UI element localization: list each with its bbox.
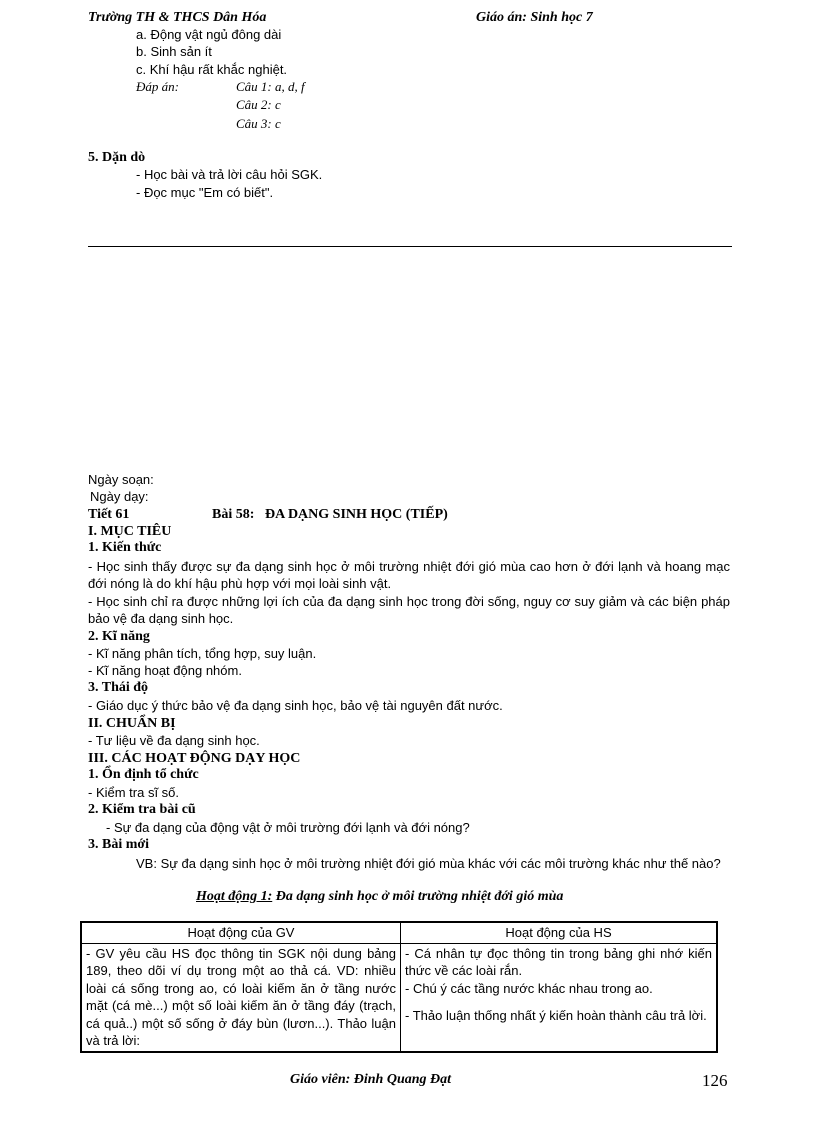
answer-2: Câu 2: c	[236, 97, 281, 112]
table-header-row	[81, 922, 717, 943]
page-number: 126	[702, 1071, 728, 1090]
skill-1: - Kĩ năng phân tích, tổng hợp, suy luận.	[88, 646, 317, 661]
lesson-number: Bài 58:	[212, 507, 255, 522]
heading-new-lesson: 3. Bài mới	[88, 837, 150, 852]
heading-review: 2. Kiểm tra bài cũ	[88, 802, 196, 817]
heading-organization: 1. Ổn định tổ chức	[88, 767, 199, 782]
section-divider	[88, 246, 732, 247]
section-objectives: I. MỤC TIÊU	[88, 524, 172, 539]
activity-heading	[196, 889, 563, 905]
col-student-header: Hoạt động của HS	[401, 922, 718, 943]
activity-label: Hoạt động 1:	[196, 889, 273, 904]
option-a: a. Động vật ngủ đông dài	[136, 27, 282, 42]
option-c: c. Khí hậu rất khắc nghiệt.	[136, 62, 288, 77]
teacher-footer: Giáo viên: Đinh Quang Đạt	[290, 1072, 452, 1087]
knowledge-1: - Học sinh thấy được sự đa dạng sinh học ở môi trường nhiệt đới gió mùa cao hơn ở đới lạnh và hoang mạc đới nóng là do khí hậu phù hợp với mọi loài sinh vật.	[88, 559, 730, 591]
section-preparation: II. CHUẨN BỊ	[88, 716, 176, 731]
homework-2: - Đọc mục "Em có biết".	[136, 185, 274, 200]
subject-header: Giáo án: Sinh học 7	[476, 10, 593, 25]
date-taught: Ngày dạy:	[90, 489, 149, 504]
table-row	[81, 943, 717, 1052]
student-activity-cell	[401, 943, 718, 1052]
date-prepared: Ngày soạn:	[88, 472, 154, 487]
organization-1: - Kiểm tra sĩ số.	[88, 785, 180, 800]
heading-skills: 2. Kĩ năng	[88, 629, 150, 644]
option-b: b. Sinh sản ít	[136, 44, 212, 59]
homework-title: 5. Dặn dò	[88, 150, 146, 165]
intro-paragraph: VB: Sự đa dạng sinh học ở môi trường nhiệt đới gió mùa khác với các môi trường khác như thế nào?	[136, 856, 721, 871]
activity-table	[80, 921, 718, 1053]
period-label: Tiết 61	[88, 507, 130, 522]
attitude-1: - Giáo dục ý thức bảo vệ đa dạng sinh học, bảo vệ tài nguyên đất nước.	[88, 698, 503, 713]
skill-2: - Kĩ năng hoạt động nhóm.	[88, 663, 242, 678]
lesson-title: ĐA DẠNG SINH HỌC (TIẾP)	[265, 507, 448, 522]
teacher-activity-cell	[81, 943, 401, 1052]
activity-title: Đa dạng sinh học ở môi trường nhiệt đới gió mùa	[275, 889, 564, 904]
preparation-1: - Tư liệu về đa dạng sinh học.	[88, 733, 260, 748]
col-teacher-header: Hoạt động của GV	[81, 922, 401, 943]
heading-attitude: 3. Thái độ	[88, 680, 149, 695]
student-activity-2: - Chú ý các tầng nước khác nhau trong ao.	[405, 980, 653, 996]
school-header: Trường TH & THCS Dân Hóa	[88, 10, 267, 25]
teacher-activity-text: - GV yêu cầu HS đọc thông tin SGK nội dung bảng 189, theo dõi ví dụ trong một ao thả cá. VD: nhiều loài cá sống trong ao, có loài kiếm ăn ở tầng nước mặt (cá mè...) một số loài kiếm ăn ở tầng đáy (trạch, cá quả..) một số sống ở đáy bùn (lươn...). Thảo luận và trả lời:	[86, 945, 396, 1048]
review-1: - Sự đa dạng của động vật ở môi trường đới lạnh và đới nóng?	[106, 820, 470, 835]
homework-1: - Học bài và trả lời câu hỏi SGK.	[136, 167, 323, 182]
student-activity-3: - Thảo luận thống nhất ý kiến hoàn thành câu trả lời.	[405, 1008, 707, 1023]
answer-label: Đáp án:	[136, 79, 179, 94]
answer-3: Câu 3: c	[236, 116, 281, 131]
knowledge-2: - Học sinh chỉ ra được những lợi ích của đa dạng sinh học trong đời sống, nguy cơ suy giảm và các biện pháp bảo vệ đa dạng sinh học.	[88, 594, 730, 626]
heading-knowledge: 1. Kiến thức	[88, 540, 162, 555]
answer-1: Câu 1: a, d, f	[236, 79, 305, 94]
student-activity-1: - Cá nhân tự đọc thông tin trong bảng ghi nhớ kiến thức về các loài rắn.	[405, 945, 712, 978]
section-activities: III. CÁC HOẠT ĐỘNG DẠY HỌC	[88, 751, 301, 766]
